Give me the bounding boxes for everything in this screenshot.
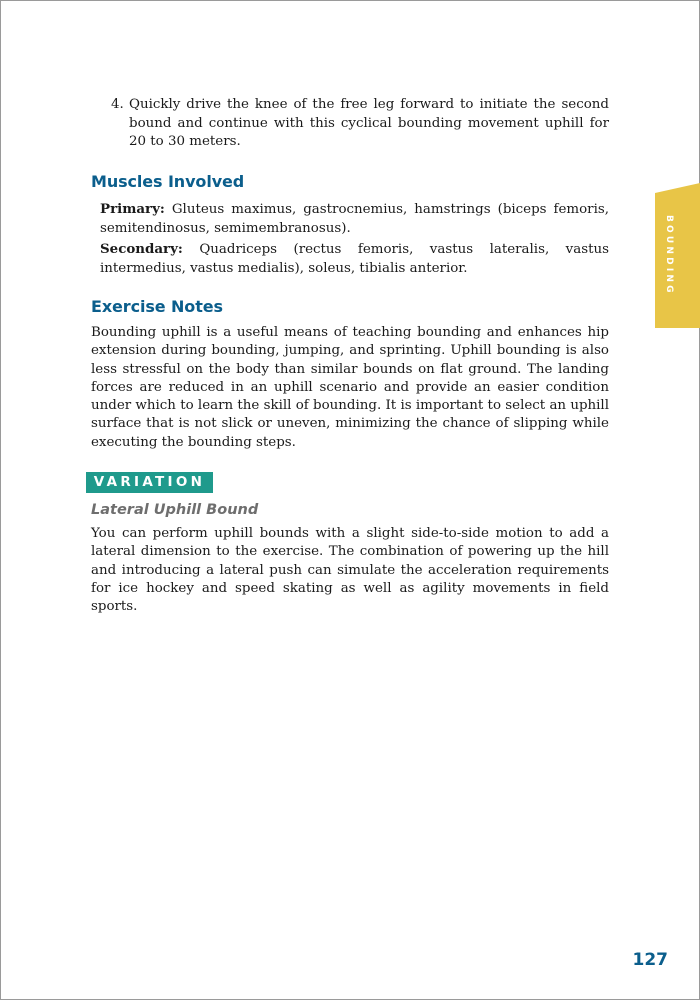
- step-text: Quickly drive the knee of the free leg forward to initiate the second bound and continue with this cyclical bounding movement uphill for 20 to 30 meters.: [129, 97, 609, 149]
- primary-label: Primary:: [100, 201, 165, 217]
- step-item: [111, 96, 609, 152]
- primary-muscles: [100, 200, 609, 238]
- page-number: 127: [632, 950, 668, 970]
- secondary-muscles: [100, 240, 609, 278]
- exercise-notes-heading: Exercise Notes: [91, 297, 223, 316]
- variation-body: You can perform uphill bounds with a slight side-to-side motion to add a lateral dimension to the exercise. The combination of powering up the hill and introducing a lateral push can simulate the acceleration requirements for ice hockey and speed skating as well as agility movements in field sports.: [91, 526, 609, 615]
- muscles-heading: Muscles Involved: [91, 172, 245, 191]
- exercise-notes-body: Bounding uphill is a useful means of teaching bounding and enhances hip extension during bounding, jumping, and sprinting. Uphill bounding is also less stressful on the body than similar bounds on flat ground. The landing forces are reduced in an uphill scenario and provide an easier condition under which to learn the skill of bounding. It is important to select an uphill surface that is not slick or uneven, minimizing the chance of slipping while executing the bounding steps.: [91, 325, 609, 450]
- variation-title: Lateral Uphill Bound: [91, 502, 259, 518]
- primary-text: Gluteus maximus, gastrocnemius, hamstrings (biceps femoris, semitendinosus, semimembranosus).: [100, 202, 609, 236]
- muscles-involved: [100, 200, 609, 280]
- chapter-tab-label: BOUNDING: [664, 214, 674, 296]
- step-number: 4.: [111, 97, 124, 112]
- secondary-label: Secondary:: [100, 241, 183, 257]
- secondary-text: Quadriceps (rectus femoris, vastus lateralis, vastus intermedius, vastus medialis), soleus, tibialis anterior.: [100, 242, 609, 276]
- variation-label: VARIATION: [86, 472, 213, 493]
